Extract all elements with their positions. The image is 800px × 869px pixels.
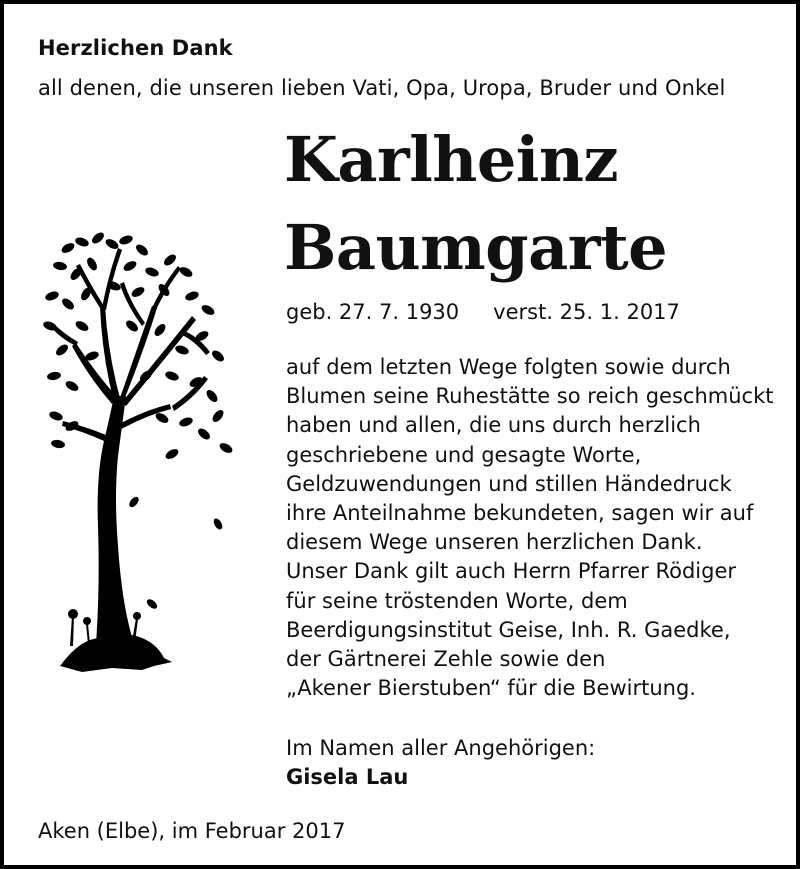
signoff-line: Im Namen aller Angehörigen: — [286, 736, 596, 760]
birth-date: geb. 27. 7. 1930 — [286, 300, 460, 324]
first-name: Karlheinz — [284, 123, 619, 196]
text-line: haben und allen, die uns durch herzlich — [286, 413, 701, 438]
text-line: geschriebene und gesagte Worte, — [286, 442, 642, 467]
text-line: ihre Anteilnahme bekundeten, sagen wir auf — [286, 501, 754, 526]
death-date: verst. 25. 1. 2017 — [493, 300, 680, 324]
notice-heading: Herzlichen Dank — [38, 36, 233, 60]
text-line: Blumen seine Ruhestätte so reich geschmückt — [286, 384, 774, 409]
text-line: „Akener Bierstuben“ für die Bewirtung. — [286, 676, 696, 701]
signature: Gisela Lau — [286, 765, 409, 789]
text-line: für seine tröstenden Worte, dem — [286, 588, 628, 613]
deceased-name — [284, 116, 667, 292]
intro-line: all denen, die unseren lieben Vati, Opa, Uropa, Bruder und Onkel — [38, 76, 726, 100]
thanks-text — [286, 353, 786, 703]
life-dates — [286, 300, 680, 324]
text-line: Beerdigungsinstitut Geise, Inh. R. Gaedke, — [286, 617, 731, 642]
text-line: Geldzuwendungen und stillen Händedruck — [286, 471, 732, 496]
last-name: Baumgarte — [284, 211, 668, 284]
signoff — [286, 734, 595, 792]
text-line: diesem Wege unseren herzlichen Dank. — [286, 530, 703, 555]
text-line: der Gärtnerei Zehle sowie den — [286, 647, 606, 672]
place-date: Aken (Elbe), im Februar 2017 — [38, 819, 346, 843]
tree-icon — [42, 226, 242, 686]
text-line: auf dem letzten Wege folgten sowie durch — [286, 355, 731, 379]
text-line: Unser Dank gilt auch Herrn Pfarrer Rödiger — [286, 559, 737, 584]
